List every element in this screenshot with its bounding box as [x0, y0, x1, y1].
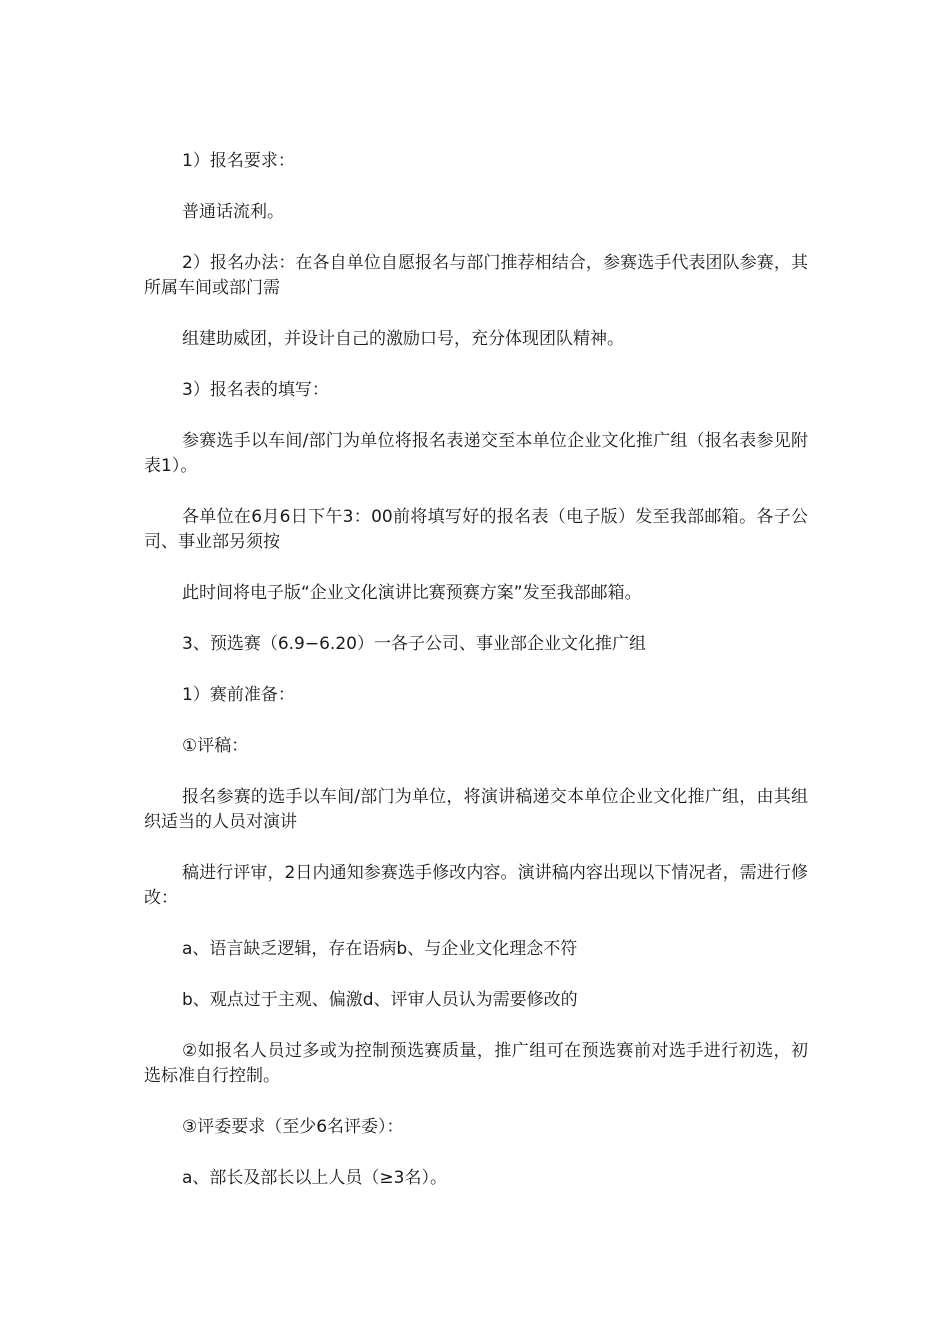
paragraph-judge-requirements: ③评委要求（至少6名评委）： — [182, 1117, 404, 1137]
list-item-criteria-b: b、观点过于主观、偏激d、评审人员认为需要修改的 — [182, 990, 578, 1010]
paragraph-form-filling: 3）报名表的填写： — [182, 380, 329, 400]
paragraph-cheer-team: 组建助威团，并设计自己的激励口号，充分体现团队精神。 — [182, 329, 624, 349]
paragraph-plan-submission: 此时间将电子版“企业文化演讲比赛预赛方案”发至我部邮箱。 — [182, 583, 642, 603]
paragraph-registration-method: 2）报名办法：在各自单位自愿报名与部门推荐相结合，参赛选手代表团队参赛，其所属车间或部门需 — [144, 253, 808, 298]
paragraph-preparation: 1）赛前准备： — [182, 685, 295, 705]
paragraph-registration-requirements: 1）报名要求： — [182, 151, 295, 171]
document-body — [144, 149, 808, 1217]
paragraph-form-submission: 参赛选手以车间/部门为单位将报名表递交至本单位企业文化推广组（报名表参见附表1）。 — [144, 431, 808, 476]
paragraph-review: ①评稿： — [182, 736, 249, 756]
paragraph-speech-review: 稿进行评审，2日内通知参赛选手修改内容。演讲稿内容出现以下情况者，需进行修改： — [144, 863, 808, 908]
paragraph-initial-selection: ②如报名人员过多或为控制预选赛质量，推广组可在预选赛前对选手进行初选，初选标准自行控制。 — [144, 1041, 808, 1086]
paragraph-speech-submission: 报名参赛的选手以车间/部门为单位，将演讲稿递交本单位企业文化推广组，由其组织适当的人员对演讲 — [144, 787, 808, 832]
list-item-judges-a: a、部长及部长以上人员（≥3名）。 — [182, 1168, 447, 1188]
paragraph-mandarin-fluent: 普通话流利。 — [182, 202, 284, 222]
paragraph-deadline: 各单位在6月6日下午3：00前将填写好的报名表（电子版）发至我部邮箱。各子公司、事业部另须按 — [144, 507, 808, 552]
section-heading-preliminary: 3、预选赛（6.9−6.20）一各子公司、事业部企业文化推广组 — [182, 634, 646, 654]
list-item-criteria-a: a、语言缺乏逻辑，存在语病b、与企业文化理念不符 — [182, 939, 578, 959]
